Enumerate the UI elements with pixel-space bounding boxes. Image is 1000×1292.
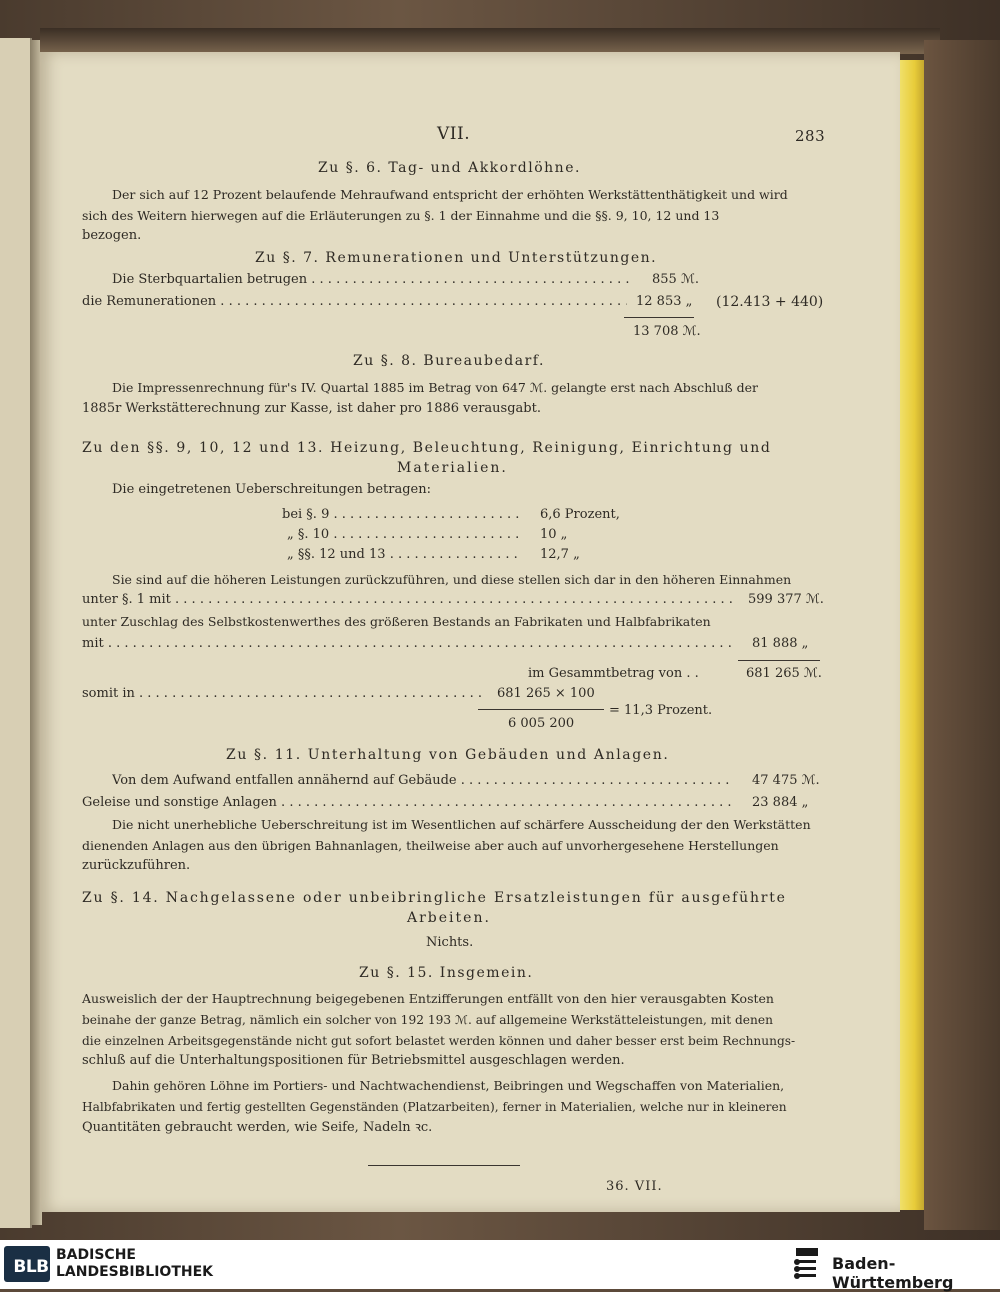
section-6-heading: Zu §. 6. Tag- und Akkordlöhne.: [318, 160, 581, 176]
blb-logo-text: BLB: [13, 1257, 49, 1277]
section-6-line-1: Der sich auf 12 Prozent belaufende Mehraufwand entspricht der erhöhten Werkstättenthätigkeit und wird: [112, 187, 788, 202]
paragraph-10-value: 10 „: [540, 527, 568, 542]
anlagen-value: 23 884 „: [752, 795, 809, 810]
gesammtbetrag-label: im Gesammtbetrag von . .: [528, 666, 699, 681]
sterbquartalien-label: Die Sterbquartalien betrugen . . .: [112, 272, 632, 288]
viewer-footer: [0, 1240, 1000, 1292]
fraction-numerator: 681 265 × 100: [497, 686, 595, 701]
section-9-heading-line-1: Zu den §§. 9, 10, 12 und 13. Heizung, Beleuchtung, Reinigung, Einrichtung und: [82, 440, 772, 456]
section-15-heading: Zu §. 15. Insgemein.: [359, 965, 534, 981]
chapter-number: VII.: [437, 124, 471, 144]
fraction-bar: [478, 709, 604, 710]
section-15-line-5: Dahin gehören Löhne im Portiers- und Nachtwachendienst, Beibringen und Wegschaffen von Materialien,: [112, 1078, 785, 1093]
section-7-heading: Zu §. 7. Remunerationen und Unterstützungen.: [255, 250, 658, 266]
section-8-line-1: Die Impressenrechnung für's IV. Quartal 1885 im Betrag von 647 ℳ. gelangte erst nach Abschluß der: [112, 380, 758, 395]
library-name-line-1: BADISCHE: [56, 1247, 136, 1263]
zuschlag-label: mit . . .: [82, 636, 732, 652]
section-9-paragraph-3: unter Zuschlag des Selbstkostenwerthes des größeren Bestands an Fabrikaten und Halbfabrikaten: [82, 614, 711, 629]
signature-mark: 36. VII.: [606, 1179, 663, 1194]
section-14-body: Nichts.: [426, 935, 474, 950]
einnahmen-value: 599 377 ℳ.: [748, 592, 824, 607]
section-15-line-7: Quantitäten gebraucht werden, wie Seife, Nadeln ꝛc.: [82, 1120, 433, 1135]
section-15-line-6: Halbfabrikaten und fertig gestellten Gegenständen (Platzarbeiten), ferner in Materialien, welche nur in kleineren: [82, 1100, 787, 1114]
state-name[interactable]: Baden-Württemberg: [832, 1254, 954, 1292]
sterbquartalien-value: 855 ℳ.: [652, 272, 699, 287]
section-14-heading-line-2: Arbeiten.: [407, 910, 491, 926]
paragraph-9-label: bei §. 9 . . .: [282, 507, 522, 523]
zuschlag-value: 81 888 „: [752, 636, 809, 651]
library-name: [56, 1247, 213, 1281]
section-8-heading: Zu §. 8. Bureaubedarf.: [353, 353, 545, 369]
section-9-intro: Die eingetretenen Ueberschreitungen betragen:: [112, 482, 431, 497]
section-6-line-2: sich des Weitern hierwegen auf die Erläuterungen zu §. 1 der Einnahme und die §§. 9, 10, 12 und 13: [82, 208, 720, 223]
anlagen-label: Geleise und sonstige Anlagen . . .: [82, 795, 732, 811]
lions-coat-of-arms-icon: [792, 1246, 822, 1284]
section-11-paragraph-3: zurückzuführen.: [82, 858, 191, 873]
paragraph-12-13-label: „ §§. 12 und 13 . . .: [287, 547, 522, 563]
section-11-heading: Zu §. 11. Unterhaltung von Gebäuden und Anlagen.: [226, 747, 670, 763]
section-15-line-1: Ausweislich der der Hauptrechnung beigegebenen Entzifferungen entfällt von den hier verausgabten Kosten: [82, 991, 774, 1006]
sum-rule-9: [738, 660, 820, 661]
section-6-line-3: bezogen.: [82, 228, 142, 243]
paragraph-10-label: „ §. 10 . . .: [287, 527, 522, 543]
einnahmen-label: unter §. 1 mit . . .: [82, 592, 732, 608]
section-15-line-3: die einzelnen Arbeitsgegenstände nicht gut sofort belastet werden können und daher besser erst beim Rechnungs-: [82, 1034, 796, 1048]
blb-logo[interactable]: [4, 1246, 50, 1282]
section-15-line-2: beinahe der ganze Betrag, nämlich ein solcher von 192 193 ℳ. auf allgemeine Werkstätteleistungen, mit denen: [82, 1013, 773, 1027]
gesammtbetrag-value: 681 265 ℳ.: [746, 666, 822, 681]
gebaeude-value: 47 475 ℳ.: [752, 773, 820, 788]
sum-rule-7: [624, 317, 694, 318]
book-cover-edge: [924, 40, 1000, 1230]
section-8-line-2: 1885r Werkstätterechnung zur Kasse, ist daher pro 1886 verausgabt.: [82, 401, 541, 416]
book-top-edge: [40, 28, 940, 54]
section-11-paragraph-1: Die nicht unerhebliche Ueberschreitung ist im Wesentlichen auf schärfere Ausscheidung der den Werkstätten: [112, 817, 811, 832]
section-11-paragraph-2: dienenden Anlagen aus den übrigen Bahnanlagen, theilweise aber auch auf unvorhergesehene Herstellungen: [82, 838, 779, 853]
section-9-paragraph-1: Sie sind auf die höheren Leistungen zurückzuführen, und diese stellen sich dar in den höheren Einnahmen: [112, 572, 792, 587]
library-name-line-2: LANDESBIBLIOTHEK: [56, 1264, 214, 1280]
remunerationen-label: die Remunerationen . . .: [82, 294, 627, 310]
section-15-line-4: schluß auf die Unterhaltungspositionen für Betriebsmittel ausgeschlagen werden.: [82, 1053, 625, 1068]
remunerationen-value: 12 853 „: [636, 294, 693, 309]
page-number: 283: [795, 127, 826, 145]
section-9-heading-line-2: Materialien.: [397, 460, 508, 476]
page-block-edge: [900, 60, 924, 1210]
paragraph-9-value: 6,6 Prozent,: [540, 507, 620, 522]
paragraph-12-13-value: 12,7 „: [540, 547, 580, 562]
closing-rule: [368, 1165, 520, 1166]
section-14-heading-line-1: Zu §. 14. Nachgelassene oder unbeibringliche Ersatzleistungen für ausgeführte: [82, 890, 787, 906]
gebaeude-label: Von dem Aufwand entfallen annähernd auf Gebäude . . .: [112, 773, 732, 789]
fraction-result: = 11,3 Prozent.: [609, 703, 713, 718]
fraction-denominator: 6 005 200: [508, 716, 575, 731]
section-7-total: 13 708 ℳ.: [633, 324, 701, 339]
previous-page-edge: [0, 38, 32, 1228]
remunerationen-note: (12.413 + 440): [716, 294, 824, 310]
somit-label: somit in . . .: [82, 686, 482, 702]
